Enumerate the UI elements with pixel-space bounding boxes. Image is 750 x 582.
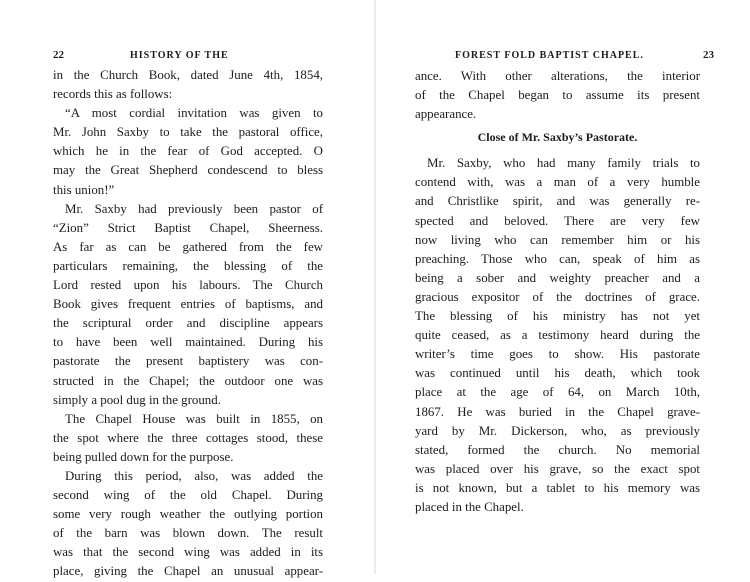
text-line: records this as follows: xyxy=(53,87,173,102)
text-line: may the Great Shepherd condescend to bless xyxy=(53,163,323,178)
text-line: quite ceased, as a testimony heard during the xyxy=(415,328,700,343)
text-line: Book gives frequent entries of baptisms, and xyxy=(53,297,323,312)
text-line: Mr. Saxby had previously been pastor of xyxy=(65,201,323,216)
text-line: appearance. xyxy=(415,107,477,122)
text-line: structed in the Chapel; the outdoor one was xyxy=(53,373,323,388)
text-line: As far as can be gathered from the few xyxy=(53,239,323,254)
text-line: “A most cordial invitation was given to xyxy=(65,106,323,121)
text-line: being a sober and weighty preacher and a xyxy=(415,270,700,285)
text-line: During this period, also, was added the xyxy=(65,468,323,483)
text-line: preaching. Those who can, speak of him as xyxy=(415,251,700,266)
text-line: some very rough weather the outlying portion xyxy=(53,507,323,522)
text-line: spected and beloved. There are very few xyxy=(415,213,700,228)
text-line: Mr. Saxby, who had many family trials to xyxy=(427,156,700,171)
text-line: gracious expositor of the doctrines of grace. xyxy=(415,289,700,304)
text-line: The blessing of his ministry has not yet xyxy=(415,309,700,324)
text-line: “Zion” Strict Baptist Chapel, Sheerness. xyxy=(53,220,323,235)
left-page-body xyxy=(53,66,323,582)
text-line: to have been well maintained. During his xyxy=(53,335,323,350)
text-line: contend with, was a man of a very humble xyxy=(415,175,700,190)
left-page-number: 22 xyxy=(53,49,64,61)
text-line: placed in the Chapel. xyxy=(415,499,524,514)
text-line: writer’s time goes to show. His pastorate xyxy=(415,347,700,362)
right-page xyxy=(375,0,750,574)
text-line: stated, formed the church. No memorial xyxy=(415,442,700,457)
text-line: of the Chapel began to assume its present xyxy=(415,88,700,103)
text-line: being pulled down for the purpose. xyxy=(53,449,234,464)
left-running-head: HISTORY OF THE xyxy=(130,50,229,61)
text-line: was continued until his death, which took xyxy=(415,366,700,381)
text-line: particulars remaining, the blessing of the xyxy=(53,258,323,273)
text-line: in the Church Book, dated June 4th, 1854, xyxy=(53,68,323,82)
text-line: and Christlike spirit, and was generally re- xyxy=(415,194,700,209)
right-page-body xyxy=(415,67,700,517)
text-line: place at the age of 64, on March 10th, xyxy=(415,385,700,400)
text-line: which he in the fear of God accepted. O xyxy=(53,144,323,159)
text-line: ance. With other alterations, the interior xyxy=(415,69,700,83)
text-line: this union!” xyxy=(53,182,115,197)
text-line: The Chapel House was built in 1855, on xyxy=(65,411,323,426)
section-heading: Close of Mr. Saxby’s Pastorate. xyxy=(477,130,638,145)
text-line: was placed over his grave, so the exact spot xyxy=(415,461,700,476)
right-running-head: FOREST FOLD BAPTIST CHAPEL. xyxy=(455,50,644,61)
text-line: Lord rested upon his labours. The Church xyxy=(53,278,323,293)
text-line: the spot where the three cottages stood, these xyxy=(53,430,323,445)
text-line: 1867. He was buried in the Chapel grave- xyxy=(415,404,700,419)
text-line: is not known, but a tablet to his memory was xyxy=(415,480,700,495)
text-line: place, giving the Chapel an unusual appear- xyxy=(53,564,323,579)
left-page xyxy=(0,0,375,579)
text-line: now living who can remember him or his xyxy=(415,232,700,247)
text-line: second wing of the old Chapel. During xyxy=(53,488,323,503)
text-line: simply a pool dug in the ground. xyxy=(53,392,221,407)
text-line: pastorate the present baptistery was con- xyxy=(53,354,323,369)
text-line: of the barn was blown down. The result xyxy=(53,526,323,541)
text-line: was that the second wing was added in its xyxy=(53,545,323,560)
text-line: the scriptural order and discipline appears xyxy=(53,316,323,331)
text-line: Mr. John Saxby to take the pastoral office, xyxy=(53,125,323,140)
text-line: yard by Mr. Dickerson, who, as previously xyxy=(415,423,700,438)
right-page-number: 23 xyxy=(703,49,714,61)
